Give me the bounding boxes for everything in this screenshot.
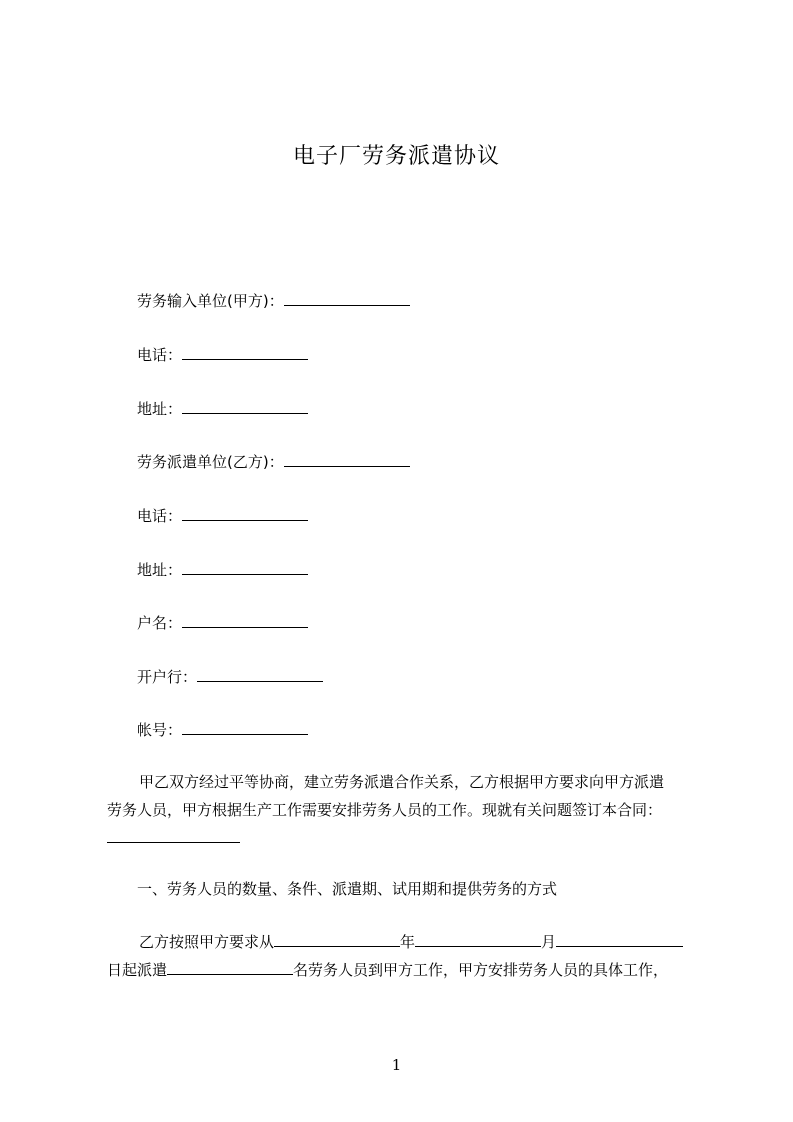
- fill-in-blank[interactable]: [284, 452, 410, 467]
- field-label: 户名：: [137, 614, 183, 632]
- document-title: 电子厂劳务派遣协议: [292, 144, 500, 169]
- party-b-address-field: [137, 560, 308, 580]
- intro-blank-line: [107, 828, 697, 848]
- fill-in-blank[interactable]: [182, 720, 308, 735]
- party-a-address-field: [137, 399, 308, 419]
- field-label: 帐号：: [137, 721, 183, 739]
- paragraph-text: 乙方按照甲方要求从: [139, 933, 275, 951]
- intro-paragraph-line: 劳务人员，甲方根据生产工作需要安排劳务人员的工作。现就有关问题签订本合同：: [107, 801, 663, 819]
- field-label: 电话：: [137, 507, 183, 525]
- day-blank[interactable]: [556, 932, 683, 947]
- page-number: 1: [391, 1056, 402, 1074]
- fill-in-blank[interactable]: [182, 506, 308, 521]
- section-paragraph-line: [107, 932, 729, 952]
- party-a-unit-field: [137, 291, 410, 311]
- fill-in-blank[interactable]: [182, 613, 308, 628]
- month-blank[interactable]: [415, 932, 541, 947]
- account-number-field: [137, 720, 308, 740]
- year-blank[interactable]: [274, 932, 400, 947]
- paragraph-text: 日起派遣: [107, 961, 168, 979]
- party-a-phone-field: [137, 345, 308, 365]
- fill-in-blank[interactable]: [182, 560, 308, 575]
- party-b-phone-field: [137, 506, 308, 526]
- field-label: 地址：: [137, 561, 183, 579]
- section-heading: 一、劳务人员的数量、条件、派遣期、试用期和提供劳务的方式: [137, 880, 558, 898]
- bank-field: [137, 667, 323, 687]
- paragraph-text: 名劳务人员到甲方工作，甲方安排劳务人员的具体工作，: [293, 961, 669, 979]
- fill-in-blank[interactable]: [182, 345, 308, 360]
- fill-in-blank[interactable]: [107, 828, 240, 843]
- field-label: 地址：: [137, 400, 183, 418]
- count-blank[interactable]: [167, 960, 293, 975]
- intro-paragraph-line: 甲乙双方经过平等协商，建立劳务派遣合作关系，乙方根据甲方要求向甲方派遣: [139, 773, 665, 791]
- account-name-field: [137, 613, 308, 633]
- paragraph-text: 月: [541, 933, 557, 951]
- paragraph-text: 年: [400, 933, 416, 951]
- field-label: 劳务派遣单位(乙方)：: [137, 453, 284, 471]
- fill-in-blank[interactable]: [197, 667, 323, 682]
- section-paragraph-line: [107, 960, 697, 980]
- field-label: 电话：: [137, 346, 183, 364]
- field-label: 开户行：: [137, 668, 198, 686]
- fill-in-blank[interactable]: [182, 399, 308, 414]
- party-b-unit-field: [137, 452, 410, 472]
- field-label: 劳务输入单位(甲方)：: [137, 292, 284, 310]
- fill-in-blank[interactable]: [284, 291, 410, 306]
